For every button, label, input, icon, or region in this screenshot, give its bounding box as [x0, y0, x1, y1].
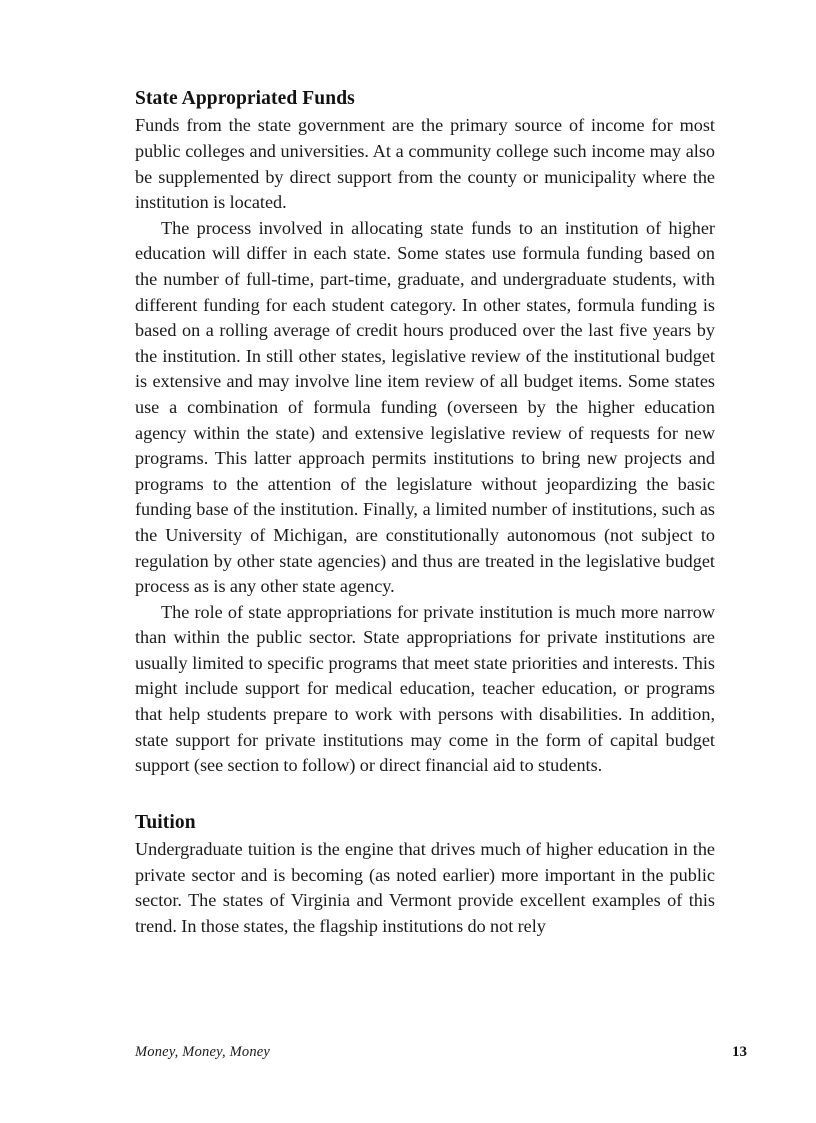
- section-heading-state-appropriated-funds: State Appropriated Funds: [135, 88, 355, 109]
- paragraph-private-institutions: The role of state appropriations for private institution is much more narrow than within the public sector. State appropriations for private institutions are usually limited to specific programs that meet state priorities and interests. This might include support for medical education, teacher education, or programs that help students prepare to work with persons with disabilities. In addition, state support for private institutions may come in the form of capital budget support (see section to follow) or direct financial aid to students.: [135, 601, 715, 776]
- running-head: Money, Money, Money: [135, 1044, 271, 1060]
- paragraph-tuition-intro: Undergraduate tuition is the engine that drives much of higher education in the private sector and is becoming (as noted earlier) more important in the public sector. The states of Virginia and Vermont provide excellent examples of this trend. In those states, the flagship institutions do not rely: [135, 839, 715, 937]
- page-content: [135, 88, 715, 940]
- page-number: 13: [732, 1044, 747, 1060]
- paragraph-allocation-process: The process involved in allocating state funds to an institution of higher education will differ in each state. Some states use formula funding based on the number of full-time, part-time, graduate, and undergraduate students, with different funding for each student category. In other states, formula funding is based on a rolling average of credit hours produced over the last five years by the institution. In still other states, legislative review of the institutional budget is extensive and may involve line item review of all budget items. Some states use a combination of formula funding (overseen by the higher education agency within the state) and extensive legislative review of requests for new programs. This latter approach permits institutions to bring new projects and programs to the attention of the legislature without jeopardizing the basic funding base of the institution. Finally, a limited number of institutions, such as the University of Michigan, are constitutionally autonomous (not subject to regulation by other state agencies) and thus are treated in the legislative budget process as is any other state agency.: [135, 217, 715, 597]
- paragraph-state-funds-intro: Funds from the state government are the primary source of income for most public colleges and universities. At a community college such income may also be supplemented by direct support from the county or municipality where the institution is located.: [135, 115, 715, 213]
- page-footer: [135, 1044, 747, 1061]
- section-heading-tuition: Tuition: [135, 811, 196, 833]
